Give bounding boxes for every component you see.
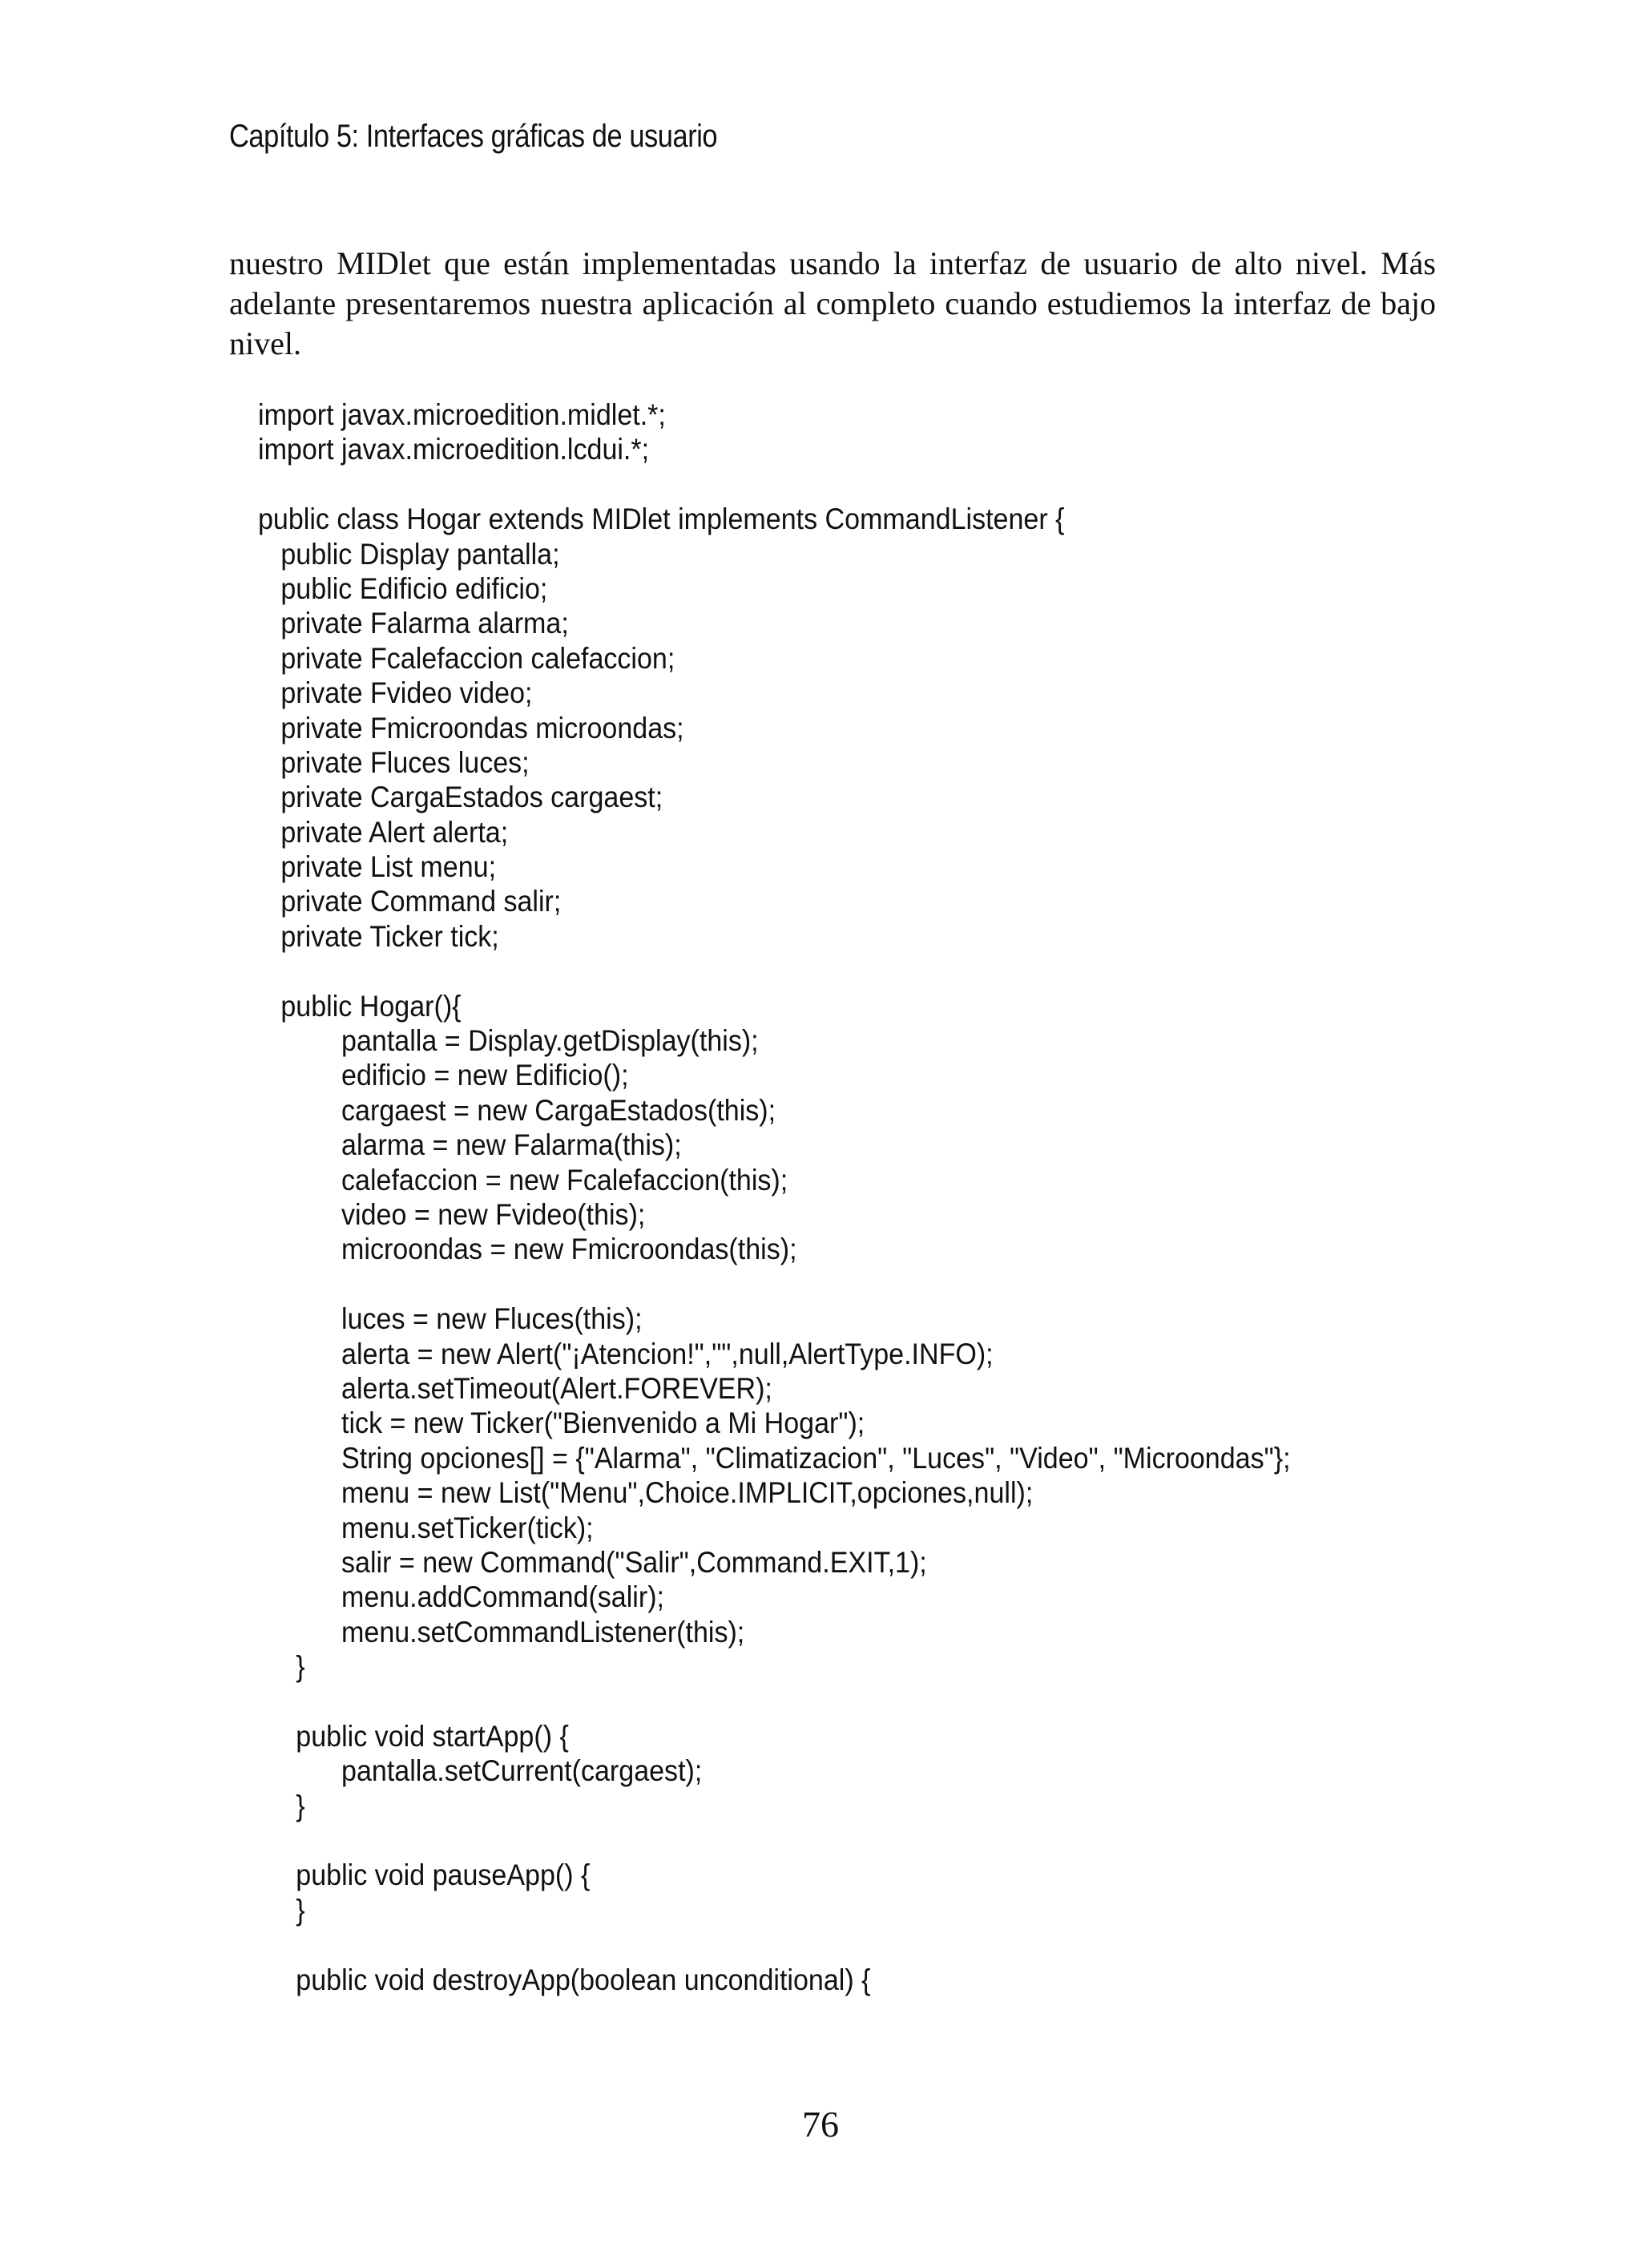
code-line: } [258, 1650, 305, 1684]
code-line: private Falarma alarma; [258, 607, 569, 640]
code-line: menu.addCommand(salir); [258, 1580, 665, 1614]
code-line [258, 954, 1291, 988]
code-line [258, 1823, 1291, 1858]
code-line [258, 1267, 1291, 1301]
code-line: alerta.setTimeout(Alert.FOREVER); [258, 1371, 772, 1405]
code-line: menu.setCommandListener(this); [258, 1615, 745, 1649]
code-line: pantalla = Display.getDisplay(this); [258, 1024, 759, 1058]
code-line: luces = new Fluces(this); [258, 1302, 643, 1336]
code-line [258, 467, 1291, 502]
code-line: salir = new Command("Salir",Command.EXIT,1); [258, 1545, 927, 1579]
code-line: } [258, 1789, 305, 1822]
code-line: private Alert alerta; [258, 815, 509, 849]
code-line: menu = new List("Menu",Choice.IMPLICIT,opciones,null); [258, 1476, 1034, 1510]
code-line: private Fmicroondas microondas; [258, 711, 684, 745]
code-line: public void startApp() { [258, 1719, 569, 1753]
code-line [258, 1684, 1291, 1718]
code-listing [258, 398, 1291, 1997]
chapter-header: Capítulo 5: Interfaces gráficas de usuario [229, 119, 718, 154]
code-line: import javax.microedition.midlet.*; [258, 398, 666, 431]
code-line: tick = new Ticker("Bienvenido a Mi Hogar"); [258, 1406, 865, 1440]
code-line: menu.setTicker(tick); [258, 1511, 594, 1544]
code-line: public Display pantalla; [258, 537, 560, 571]
intro-paragraph: nuestro MIDlet que están implementadas usando la interfaz de usuario de alto nivel. Más adelante presentaremos nuestra aplicación al completo cuando estudiemos la interfaz de bajo nivel. [229, 245, 1436, 361]
code-line: String opciones[] = {"Alarma", "Climatizacion", "Luces", "Video", "Microondas"}; [258, 1441, 1291, 1475]
code-line: private Ticker tick; [258, 919, 499, 953]
code-line: import javax.microedition.lcdui.*; [258, 433, 650, 466]
code-line: cargaest = new CargaEstados(this); [258, 1093, 776, 1127]
code-line: microondas = new Fmicroondas(this); [258, 1233, 797, 1266]
code-line: video = new Fvideo(this); [258, 1197, 646, 1231]
code-line: edificio = new Edificio(); [258, 1059, 629, 1092]
code-line: public void destroyApp(boolean unconditional) { [258, 1963, 871, 1996]
code-line: private Fcalefaccion calefaccion; [258, 641, 675, 675]
code-line [258, 1927, 1291, 1962]
code-line: public Edificio edificio; [258, 571, 548, 605]
code-line: private CargaEstados cargaest; [258, 781, 663, 814]
code-line: } [258, 1893, 305, 1927]
page-number: 76 [802, 2104, 839, 2145]
code-line: private Fluces luces; [258, 745, 530, 779]
code-line: alarma = new Falarma(this); [258, 1128, 682, 1162]
code-line: private List menu; [258, 850, 497, 884]
code-line: calefaccion = new Fcalefaccion(this); [258, 1163, 788, 1197]
code-line: pantalla.setCurrent(cargaest); [258, 1754, 703, 1788]
code-line: public void pauseApp() { [258, 1858, 591, 1892]
code-line: public Hogar(){ [258, 989, 462, 1023]
code-line: private Command salir; [258, 885, 562, 918]
code-line: public class Hogar extends MIDlet implements CommandListener { [258, 502, 1065, 536]
code-line: alerta = new Alert("¡Atencion!","",null,AlertType.INFO); [258, 1337, 994, 1370]
code-line: private Fvideo video; [258, 676, 533, 710]
